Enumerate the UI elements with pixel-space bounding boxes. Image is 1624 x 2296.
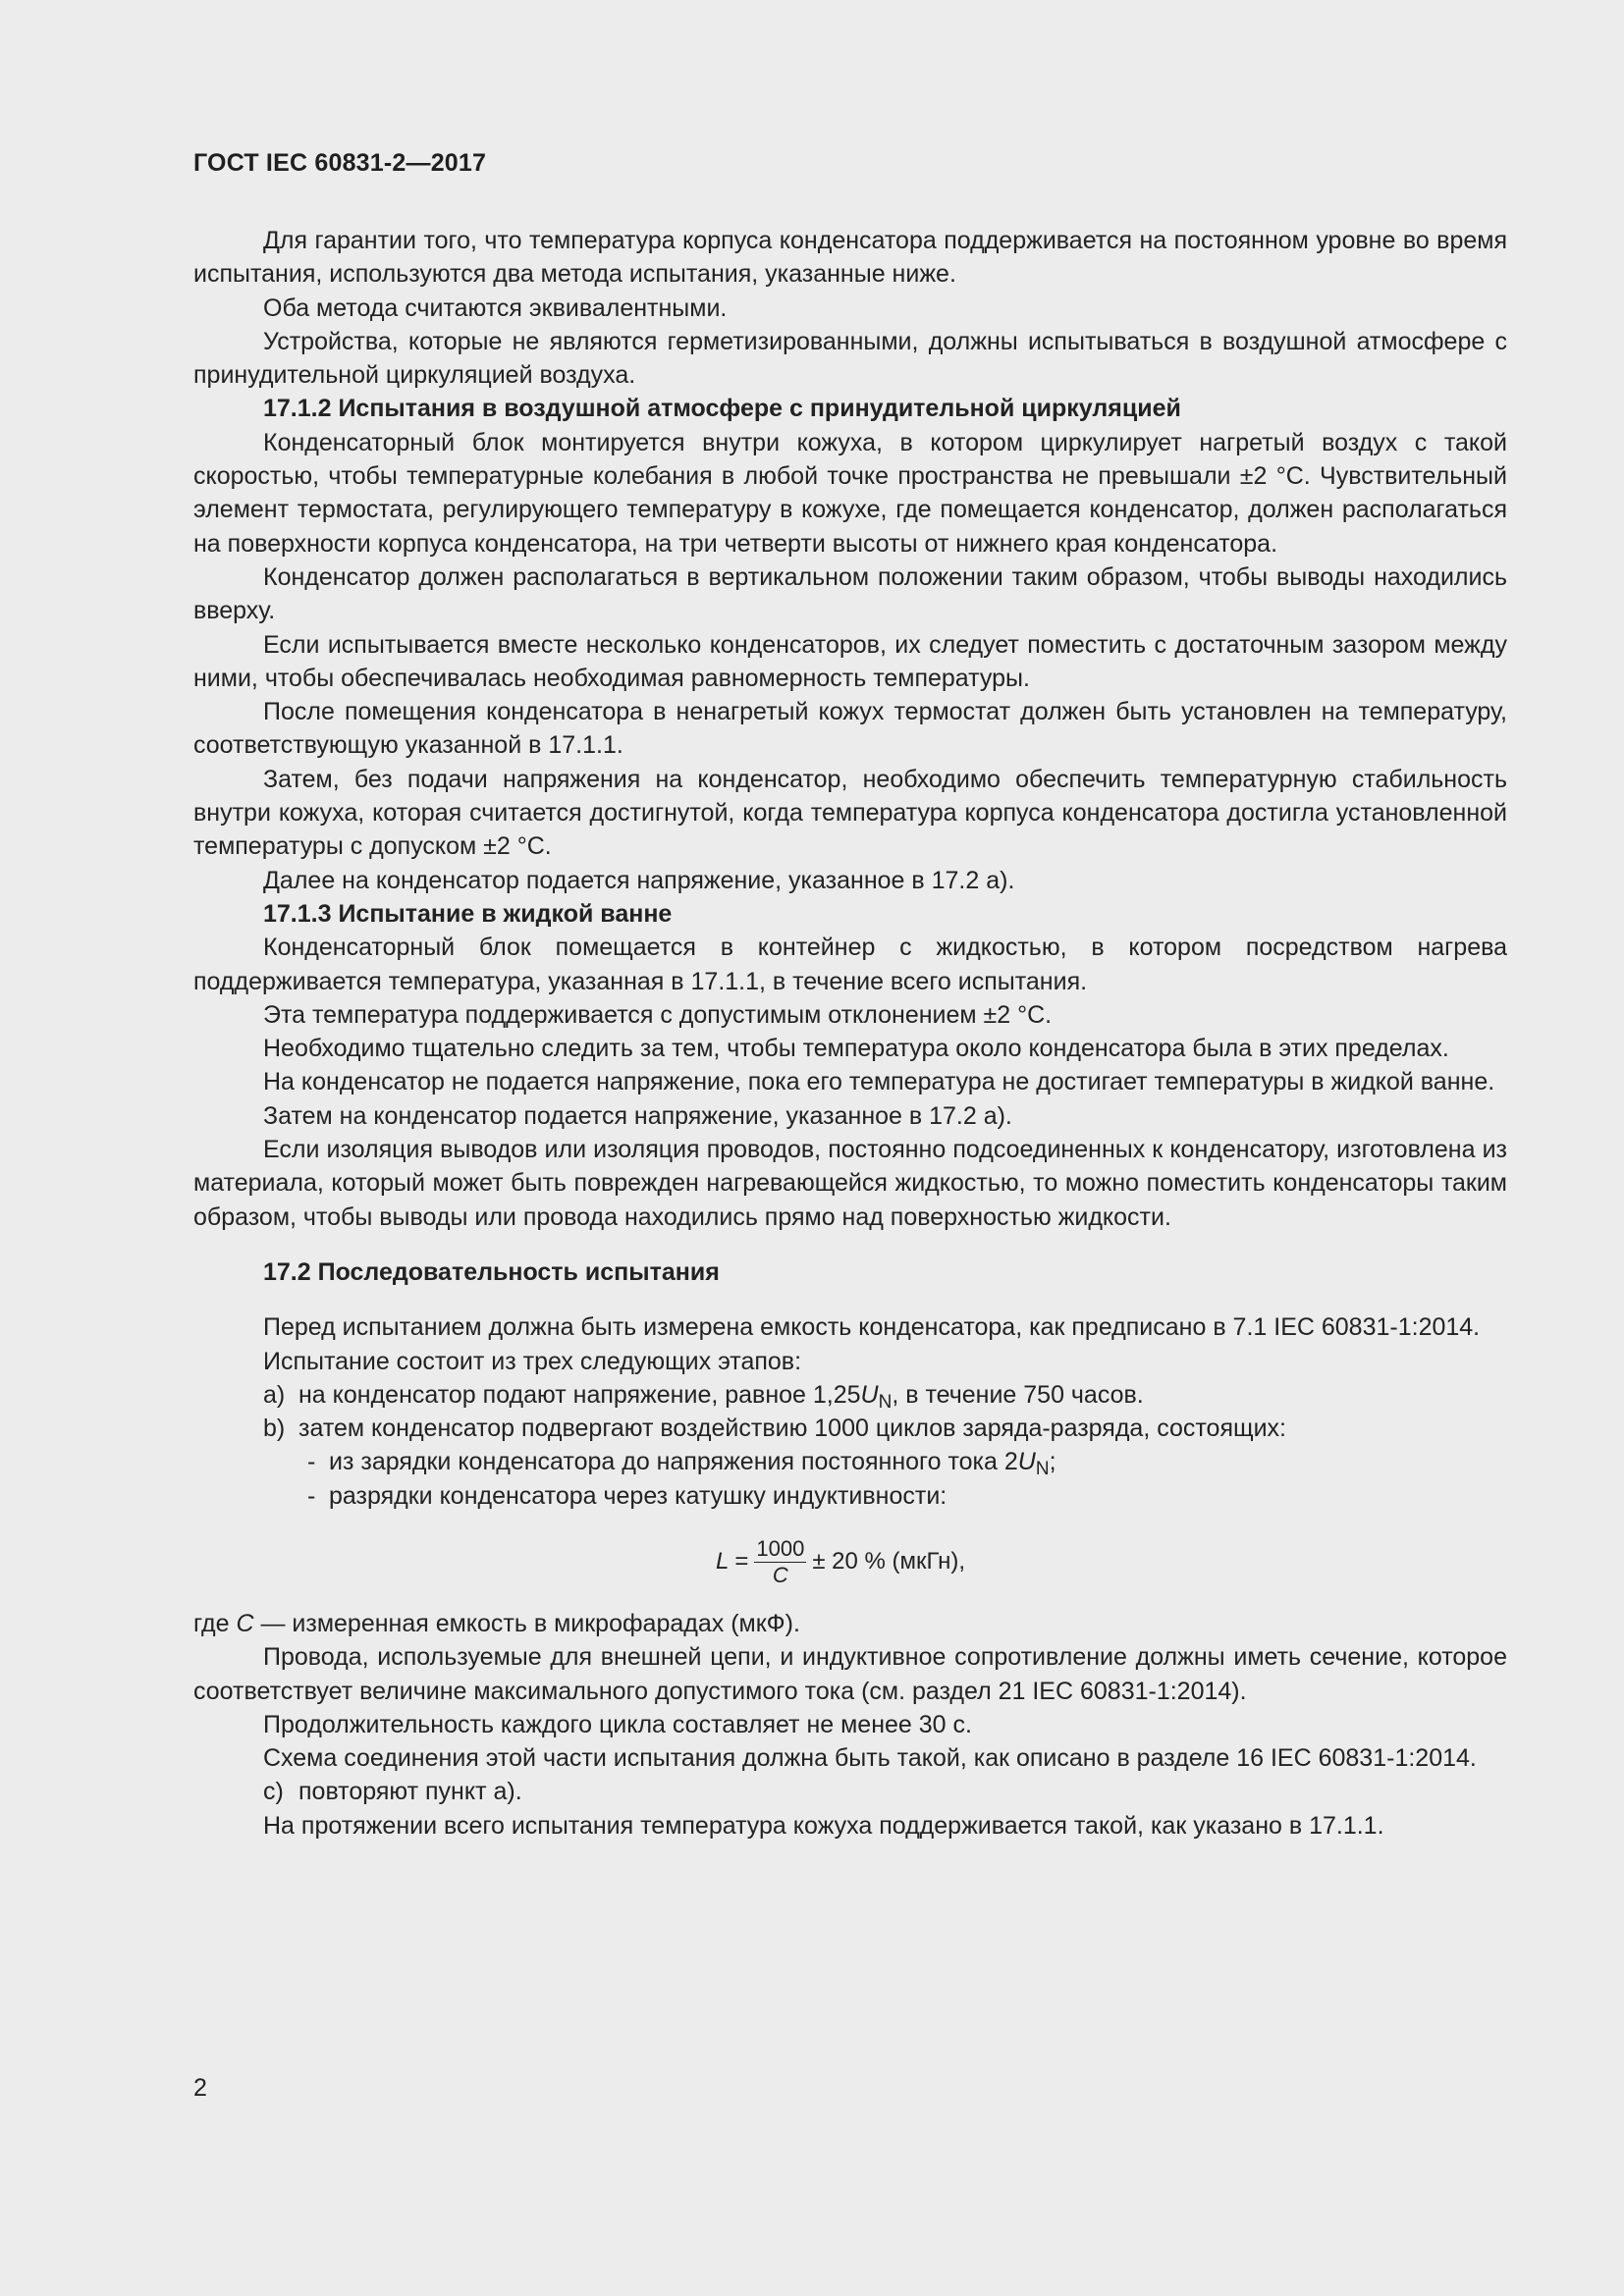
list-text: ; bbox=[1049, 1448, 1056, 1476]
standard-header: ГОСТ IEC 60831-2—2017 bbox=[193, 149, 487, 177]
formula-denominator: C bbox=[772, 1562, 788, 1587]
text: — измеренная емкость в микрофарадах (мкФ). bbox=[253, 1609, 800, 1637]
paragraph: Эта температура поддерживается с допустимым отклонением ±2 °С. bbox=[263, 1000, 1053, 1029]
paragraph: На конденсатор не подается напряжение, пока его температура не достигает температуры в жидкой ванне. bbox=[263, 1068, 1495, 1096]
paragraph: Схема соединения этой части испытания должна быть такой, как описано в разделе 16 IEC 60831-1:2014. bbox=[263, 1744, 1477, 1773]
list-item-b bbox=[193, 1412, 1507, 1445]
formula-equals: = bbox=[734, 1548, 749, 1575]
dash-marker: - bbox=[307, 1448, 316, 1476]
dash-marker: - bbox=[307, 1481, 316, 1510]
list-item-c bbox=[193, 1775, 1507, 1808]
page-number: 2 bbox=[193, 2074, 207, 2102]
paragraph: Для гарантии того, что температура корпуса конденсатора поддерживается на постоянном уровне во время испытания, используются два метода испытания, указанные ниже. bbox=[193, 227, 1507, 289]
list-item-a bbox=[193, 1378, 1507, 1412]
paragraph: Оба метода считаются эквивалентными. bbox=[263, 294, 728, 322]
list-text: , в течение 750 часов. bbox=[892, 1380, 1144, 1409]
variable: U bbox=[860, 1380, 879, 1409]
document-body bbox=[193, 224, 1507, 1842]
paragraph: Затем, без подачи напряжения на конденсатор, необходимо обеспечить температурную стабильность внутри кожуха, которая считается достигнутой, когда температура корпуса конденсатора достигла установленной температуры с допуском ±2 °С. bbox=[193, 765, 1507, 861]
formula-tail: ± 20 % (мкГн), bbox=[812, 1548, 966, 1575]
list-text: затем конденсатор подвергают воздействию 1000 циклов заряда-разряда, состоящих: bbox=[298, 1415, 1286, 1443]
list-text: из зарядки конденсатора до напряжения постоянного тока 2 bbox=[329, 1448, 1018, 1476]
list-text: на конденсатор подают напряжение, равное 1,25 bbox=[298, 1380, 861, 1409]
section-heading-17-1-3: 17.1.3 Испытание в жидкой ванне bbox=[263, 899, 673, 928]
paragraph: Затем на конденсатор подается напряжение, указанное в 17.2 а). bbox=[263, 1101, 1012, 1130]
list-marker: с) bbox=[263, 1778, 284, 1806]
subscript: N bbox=[878, 1391, 893, 1413]
text: где bbox=[193, 1609, 237, 1637]
variable: C bbox=[236, 1609, 254, 1637]
list-text: повторяют пункт а). bbox=[298, 1778, 522, 1806]
dash-item bbox=[193, 1479, 1507, 1513]
list-marker: a) bbox=[263, 1380, 286, 1409]
paragraph: Продолжительность каждого цикла составляет не менее 30 с. bbox=[263, 1710, 972, 1738]
paragraph: Конденсаторный блок монтируется внутри кожуха, в котором циркулирует нагретый воздух с такой скоростью, чтобы температурные колебания в любой точке пространства не превышали ±2 °С. Чувствительный элемент термостата, регулирующего температуру в кожухе, где помещается конденсатор, должен располагаться на поверхности корпуса конденсатора, на три четверти высоты от нижнего края конденсатора. bbox=[193, 428, 1507, 558]
inductance-formula bbox=[193, 1534, 1507, 1591]
variable: U bbox=[1017, 1448, 1036, 1476]
paragraph: Далее на конденсатор подается напряжение, указанное в 17.2 а). bbox=[263, 866, 1015, 894]
dash-item bbox=[193, 1445, 1507, 1478]
paragraph: Конденсаторный блок помещается в контейнер с жидкостью, в котором посредством нагрева поддерживается температура, указанная в 17.1.1, в течение всего испытания. bbox=[193, 934, 1507, 995]
paragraph: Устройства, которые не являются герметизированными, должны испытываться в воздушной атмосфере с принудительной циркуляцией воздуха. bbox=[193, 327, 1507, 390]
list-marker: b) bbox=[263, 1415, 286, 1443]
list-text: разрядки конденсатора через катушку индуктивности: bbox=[329, 1481, 947, 1510]
formula-fraction bbox=[754, 1536, 806, 1588]
paragraph: Провода, используемые для внешней цепи, и индуктивное сопротивление должны иметь сечение, которое соответствует величине максимального допустимого тока (см. раздел 21 IEC 60831-1:2014). bbox=[193, 1643, 1507, 1705]
subscript: N bbox=[1035, 1459, 1050, 1480]
paragraph: Перед испытанием должна быть измерена емкость конденсатора, как предписано в 7.1 IEC 60831-1:2014. bbox=[263, 1313, 1481, 1342]
paragraph bbox=[193, 1607, 1507, 1640]
paragraph: Необходимо тщательно следить за тем, чтобы температура около конденсатора была в этих пределах. bbox=[263, 1035, 1449, 1063]
paragraph: Испытание состоит из трех следующих этапов: bbox=[263, 1347, 802, 1375]
paragraph: Если изоляция выводов или изоляция проводов, постоянно подсоединенных к конденсатору, изготовлена из материала, который может быть поврежден нагревающейся жидкостью, то можно поместить конденсаторы таким образом, чтобы выводы или провода находились прямо над поверхностью жидкости. bbox=[193, 1136, 1507, 1231]
paragraph: Конденсатор должен располагаться в вертикальном положении таким образом, чтобы выводы находились вверху. bbox=[193, 562, 1507, 625]
paragraph: Если испытывается вместе несколько конденсаторов, их следует поместить с достаточным зазором между ними, чтобы обеспечивалась необходимая равномерность температуры. bbox=[193, 630, 1507, 692]
formula-lhs: L bbox=[716, 1548, 730, 1575]
paragraph: На протяжении всего испытания температура кожуха поддерживается такой, как указано в 17.1.1. bbox=[263, 1811, 1384, 1840]
formula-numerator: 1000 bbox=[756, 1535, 805, 1561]
section-heading-17-1-2: 17.1.2 Испытания в воздушной атмосфере с принудительной циркуляцией bbox=[263, 395, 1181, 423]
section-heading-17-2: 17.2 Последовательность испытания bbox=[263, 1257, 720, 1286]
paragraph: После помещения конденсатора в ненагретый кожух термостат должен быть установлен на температуру, соответствующую указанной в 17.1.1. bbox=[193, 698, 1507, 760]
